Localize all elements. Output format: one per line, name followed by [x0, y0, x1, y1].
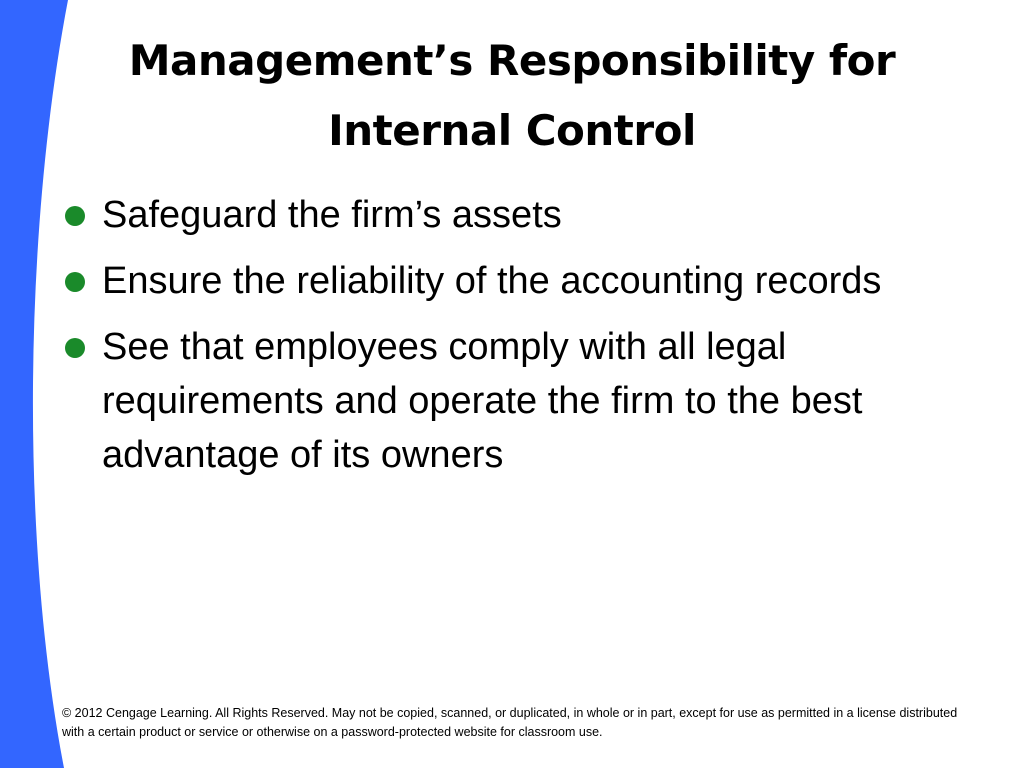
copyright-footer: © 2012 Cengage Learning. All Rights Reserved. May not be copied, scanned, or duplicated, in whole or in part, except for use as permitted in a license distributed with a certain product or service or otherwise on a password-protected website for classroom use.	[62, 706, 958, 739]
bullet-text: Ensure the reliability of the accounting records	[102, 260, 882, 302]
side-band-shape	[0, 0, 68, 768]
bullet-item	[62, 188, 942, 242]
bullet-icon	[65, 272, 85, 292]
bullet-item	[62, 254, 942, 308]
bullet-icon	[65, 338, 85, 358]
bullet-icon	[65, 206, 85, 226]
bullet-item	[62, 320, 942, 482]
bullet-list	[62, 188, 942, 494]
bullet-text: Safeguard the firm’s assets	[102, 194, 562, 236]
bullet-text: See that employees comply with all legal requirements and operate the firm to the best advantage of its owners	[102, 326, 863, 476]
slide-title: Management’s Responsibility for Internal Control	[128, 36, 896, 155]
